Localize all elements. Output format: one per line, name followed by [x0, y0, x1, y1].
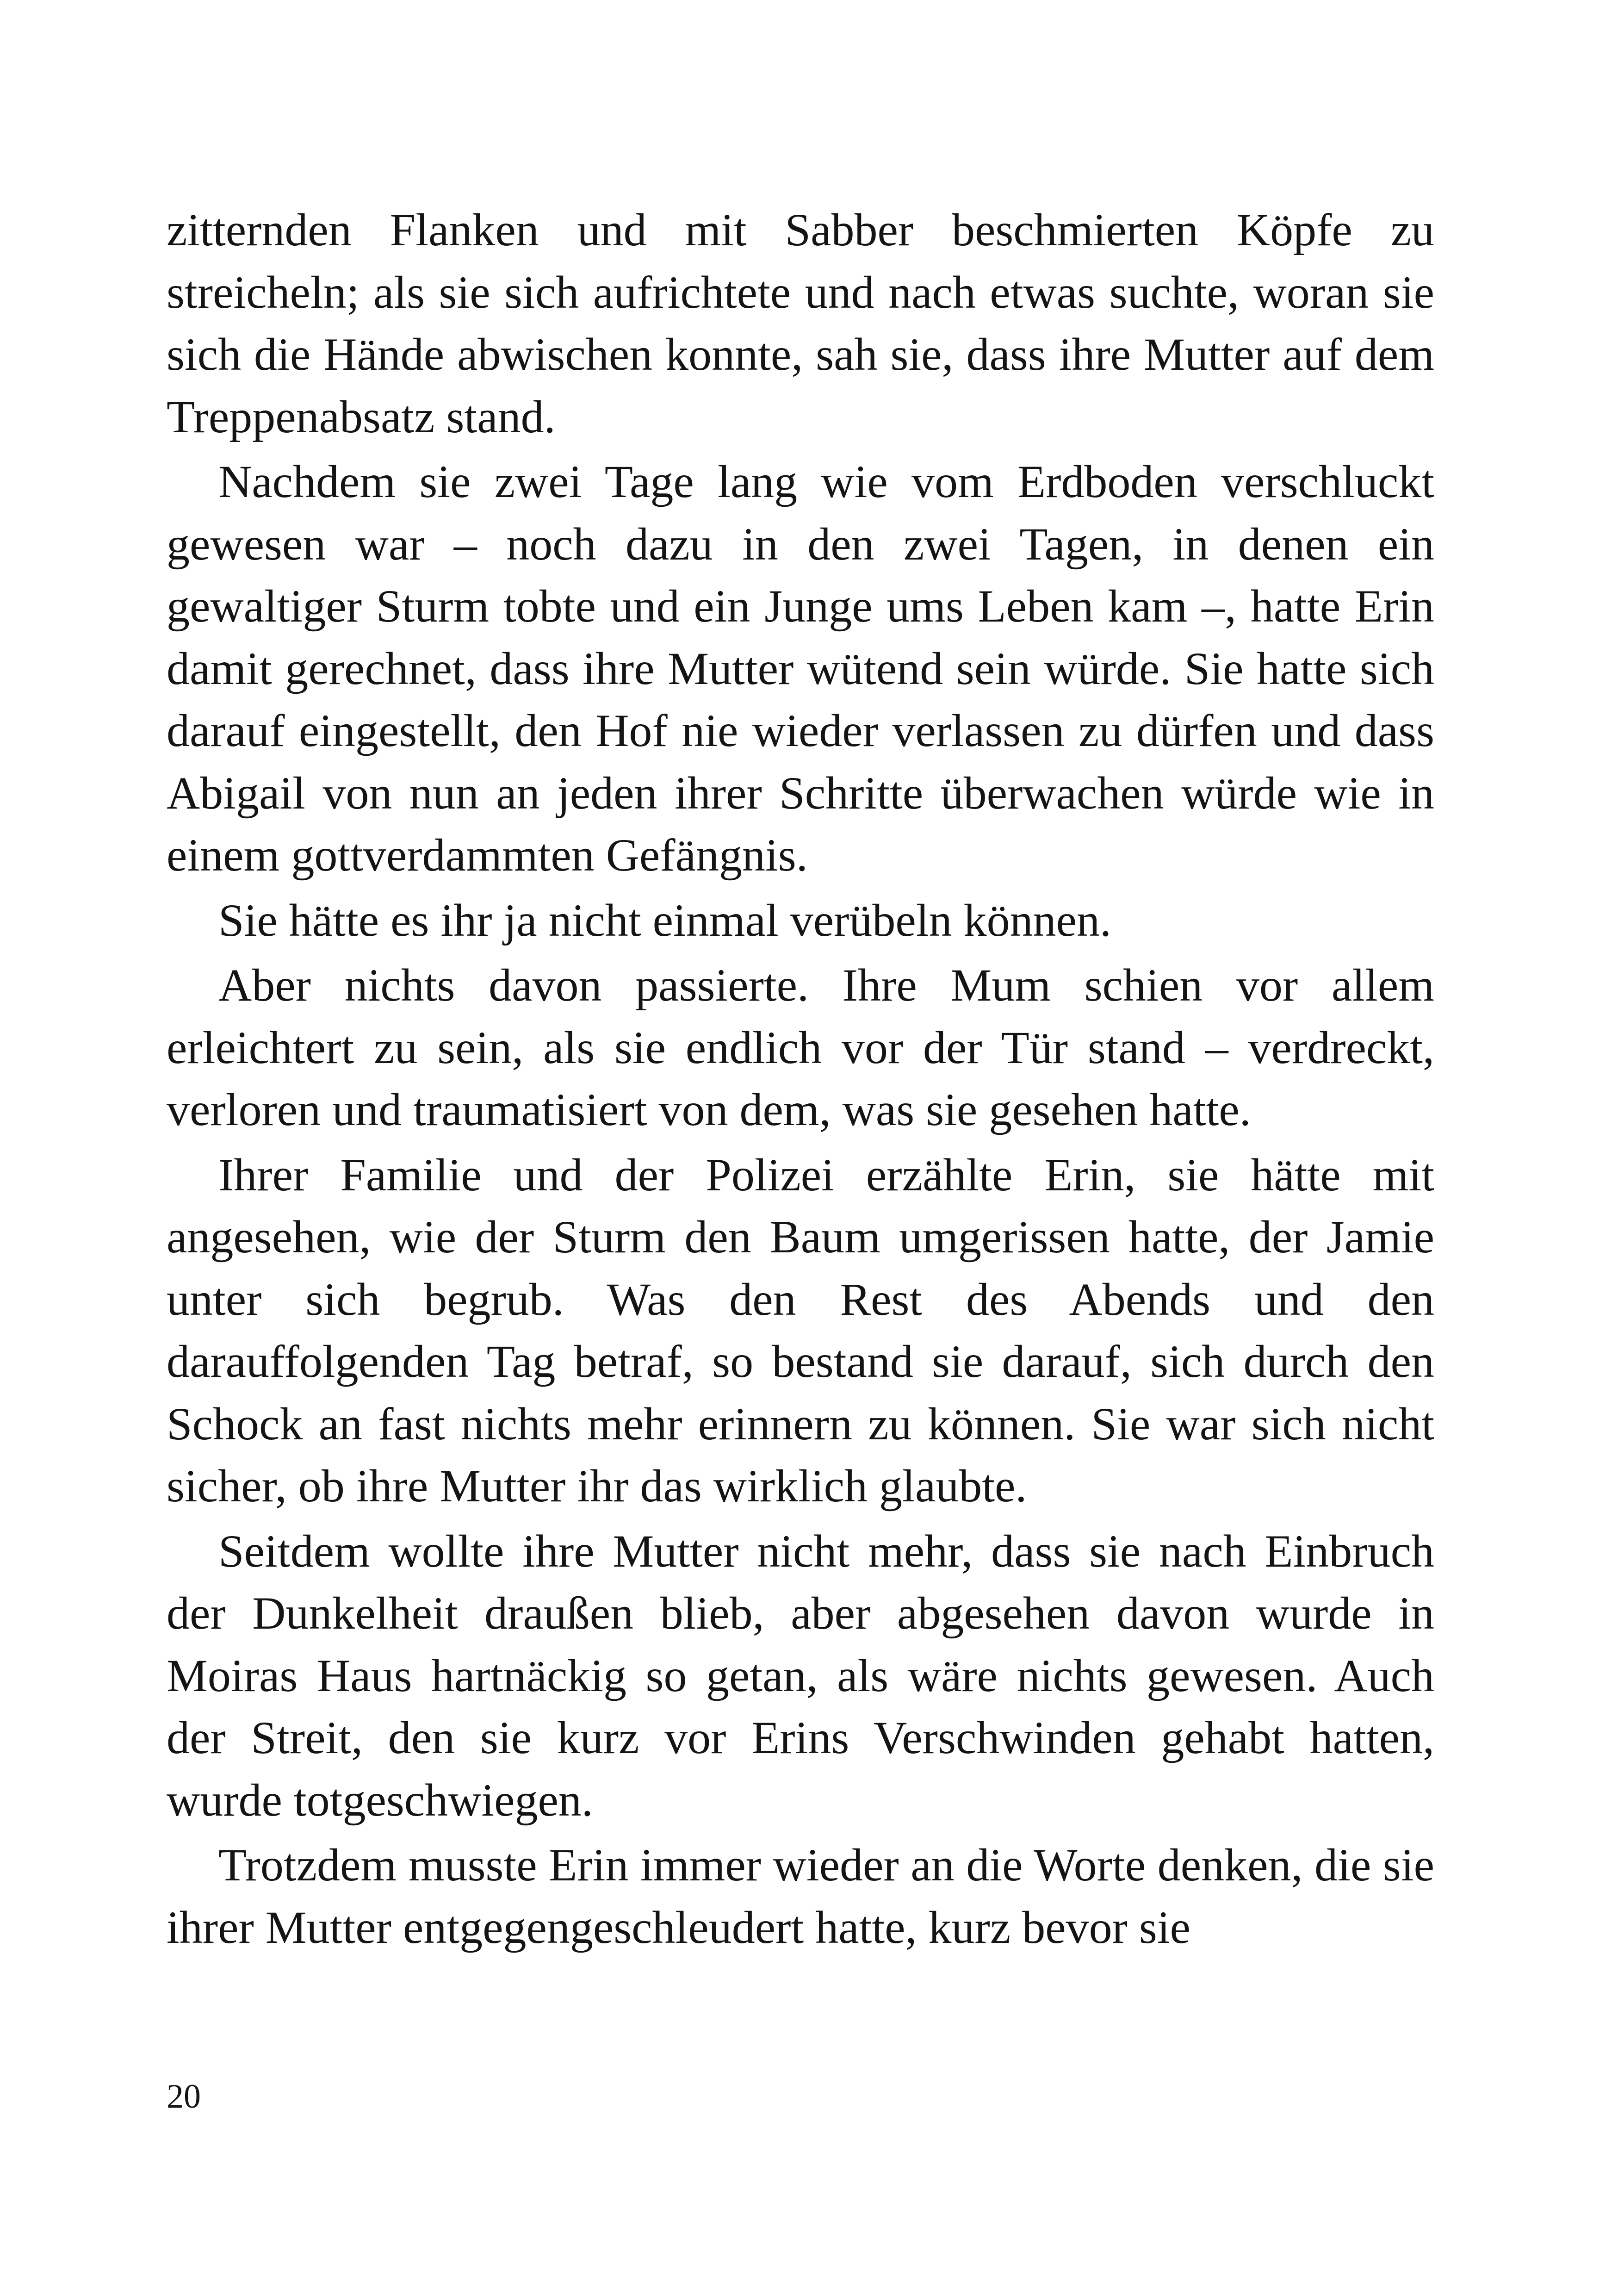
body-text — [167, 199, 1434, 1959]
paragraph-5: Ihrer Familie und der Polizei erzählte Erin, sie hätte mit angesehen, wie der Sturm den Baum umgerissen hatte, der Jamie unter sich begrub. Was den Rest des Abends und den darauffolgenden Tag betraf, so bestand sie darauf, sich durch den Schock an fast nichts mehr erinnern zu können. Sie war sich nicht sicher, ob ihre Mutter ihr das wirklich glaubte. — [167, 1149, 1434, 1512]
paragraph-7: Trotzdem musste Erin immer wieder an die Worte denken, die sie ihrer Mutter entgegengeschleudert hatte, kurz bevor sie — [167, 1839, 1434, 1953]
paragraph-4: Aber nichts davon passierte. Ihre Mum schien vor allem erleichtert zu sein, als sie endlich vor der Tür stand – verdreckt, verloren und traumatisiert von dem, was sie gesehen hatte. — [167, 959, 1434, 1135]
paragraph-1: zitternden Flanken und mit Sabber beschmierten Köpfe zu streicheln; als sie sich aufrichtete und nach etwas suchte, woran sie sich die Hände abwischen konnte, sah sie, dass ihre Mutter auf dem Treppenabsatz stand. — [167, 204, 1434, 442]
paragraph-3: Sie hätte es ihr ja nicht einmal verübeln können. — [218, 894, 1111, 946]
paragraph-2: Nachdem sie zwei Tage lang wie vom Erdboden verschluckt gewesen war – noch dazu in den zwei Tagen, in denen ein gewaltiger Sturm tobte und ein Junge ums Leben kam –, hatte Erin damit gerechnet, dass ihre Mutter wütend sein würde. Sie hatte sich darauf eingestellt, den Hof nie wieder verlassen zu dürfen und dass Abigail von nun an jeden ihrer Schritte überwachen würde wie in einem gottverdammten Gefängnis. — [167, 456, 1434, 881]
paragraph-6: Seitdem wollte ihre Mutter nicht mehr, dass sie nach Einbruch der Dunkelheit draußen blieb, aber abgesehen davon wurde in Moiras Haus hartnäckig so getan, als wäre nichts gewesen. Auch der Streit, den sie kurz vor Erins Verschwinden gehabt hatten, wurde totgeschwiegen. — [167, 1525, 1434, 1826]
page-number: 20 — [167, 2078, 201, 2116]
